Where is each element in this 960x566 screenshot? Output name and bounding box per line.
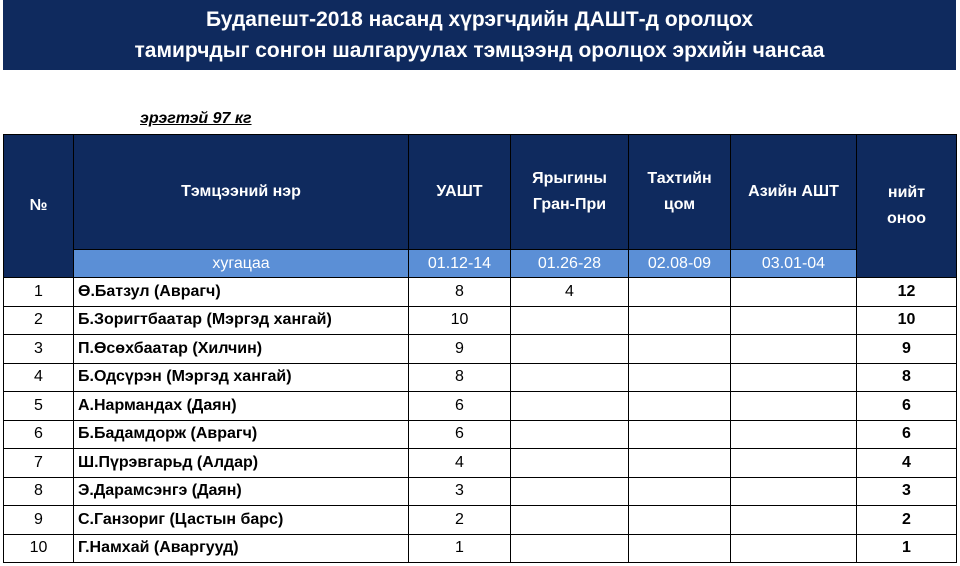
table-row xyxy=(4,335,957,364)
title-line-1: Будапешт-2018 насанд хүрэгчдийн ДАШТ-д оролцох xyxy=(205,8,754,31)
row-no: 7 xyxy=(4,449,74,478)
row-c3 xyxy=(629,278,731,307)
header-no: № xyxy=(4,135,74,278)
row-no: 9 xyxy=(4,506,74,535)
row-no: 3 xyxy=(4,335,74,364)
row-total: 10 xyxy=(857,306,957,335)
date-c4: 03.01-04 xyxy=(731,250,857,278)
row-c2 xyxy=(511,477,629,506)
row-c4 xyxy=(731,306,857,335)
row-c3 xyxy=(629,449,731,478)
table-row xyxy=(4,278,957,307)
row-c2 xyxy=(511,506,629,535)
row-name: А.Нармандах (Даян) xyxy=(74,392,409,421)
title-banner xyxy=(3,0,956,70)
header-c2: Ярыгины Гран-При xyxy=(511,135,629,250)
row-total: 1 xyxy=(857,534,957,563)
row-c3 xyxy=(629,335,731,364)
table-row xyxy=(4,420,957,449)
header-c3: Тахтийн цом xyxy=(629,135,731,250)
row-c2 xyxy=(511,449,629,478)
row-total: 6 xyxy=(857,420,957,449)
row-name: Г.Намхай (Аваргууд) xyxy=(74,534,409,563)
row-no: 2 xyxy=(4,306,74,335)
row-c3 xyxy=(629,506,731,535)
row-c4 xyxy=(731,420,857,449)
ranking-table xyxy=(3,134,957,563)
row-total: 4 xyxy=(857,449,957,478)
row-name: Э.Дарамсэнгэ (Даян) xyxy=(74,477,409,506)
row-c1: 2 xyxy=(409,506,511,535)
row-c3 xyxy=(629,392,731,421)
row-name: С.Ганзориг (Цастын барс) xyxy=(74,506,409,535)
table-row xyxy=(4,506,957,535)
row-no: 5 xyxy=(4,392,74,421)
header-event: Тэмцээний нэр xyxy=(74,135,409,250)
row-no: 6 xyxy=(4,420,74,449)
table-row xyxy=(4,306,957,335)
row-name: Ө.Батзул (Аврагч) xyxy=(74,278,409,307)
row-c2 xyxy=(511,335,629,364)
row-no: 1 xyxy=(4,278,74,307)
row-c1: 3 xyxy=(409,477,511,506)
row-c1: 8 xyxy=(409,278,511,307)
row-c1: 4 xyxy=(409,449,511,478)
row-c1: 6 xyxy=(409,392,511,421)
row-c4 xyxy=(731,534,857,563)
row-no: 8 xyxy=(4,477,74,506)
row-total: 9 xyxy=(857,335,957,364)
row-name: П.Өсөхбаатар (Хилчин) xyxy=(74,335,409,364)
row-total: 8 xyxy=(857,363,957,392)
row-c1: 9 xyxy=(409,335,511,364)
weight-class-label: эрэгтэй 97 кг xyxy=(140,110,252,127)
row-c4 xyxy=(731,477,857,506)
table-row xyxy=(4,449,957,478)
row-name: Б.Одсүрэн (Мэргэд хангай) xyxy=(74,363,409,392)
row-name: Ш.Пүрэвгарьд (Алдар) xyxy=(74,449,409,478)
row-c2 xyxy=(511,534,629,563)
row-total: 2 xyxy=(857,506,957,535)
row-no: 4 xyxy=(4,363,74,392)
row-c4 xyxy=(731,449,857,478)
row-c3 xyxy=(629,363,731,392)
row-c4 xyxy=(731,278,857,307)
row-c3 xyxy=(629,477,731,506)
row-c4 xyxy=(731,363,857,392)
table-row xyxy=(4,363,957,392)
table-row xyxy=(4,477,957,506)
row-c2 xyxy=(511,392,629,421)
header-c4: Азийн АШТ xyxy=(731,135,857,250)
row-c1: 10 xyxy=(409,306,511,335)
row-name: Б.Зоригтбаатар (Мэргэд хангай) xyxy=(74,306,409,335)
row-c2: 4 xyxy=(511,278,629,307)
row-c1: 1 xyxy=(409,534,511,563)
title-line-2: тамирчдыг сонгон шалгаруулах тэмцээнд оролцох эрхийн чансаа xyxy=(134,39,825,62)
row-total: 12 xyxy=(857,278,957,307)
row-name: Б.Бадамдорж (Аврагч) xyxy=(74,420,409,449)
row-total: 3 xyxy=(857,477,957,506)
row-c1: 8 xyxy=(409,363,511,392)
row-c3 xyxy=(629,534,731,563)
row-no: 10 xyxy=(4,534,74,563)
row-c4 xyxy=(731,506,857,535)
row-total: 6 xyxy=(857,392,957,421)
table-row xyxy=(4,392,957,421)
row-c2 xyxy=(511,420,629,449)
row-c2 xyxy=(511,363,629,392)
row-c4 xyxy=(731,335,857,364)
date-c2: 01.26-28 xyxy=(511,250,629,278)
row-c4 xyxy=(731,392,857,421)
dates-label: хугацаа xyxy=(74,250,409,278)
row-c1: 6 xyxy=(409,420,511,449)
table-row xyxy=(4,534,957,563)
row-c3 xyxy=(629,306,731,335)
date-c3: 02.08-09 xyxy=(629,250,731,278)
header-c1: УАШТ xyxy=(409,135,511,250)
header-total: нийт оноо xyxy=(857,135,957,278)
row-c3 xyxy=(629,420,731,449)
row-c2 xyxy=(511,306,629,335)
date-c1: 01.12-14 xyxy=(409,250,511,278)
